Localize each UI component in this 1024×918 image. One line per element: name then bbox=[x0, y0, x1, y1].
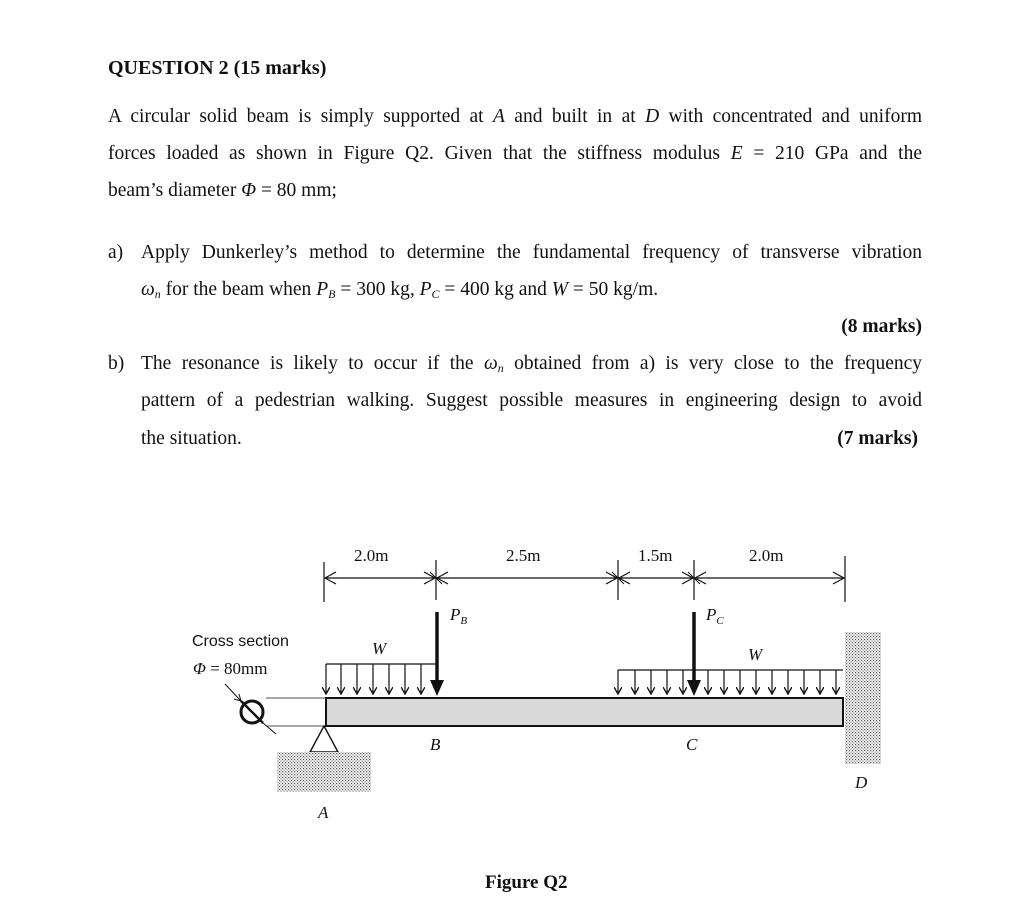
dim-label-bc1: 2.5m bbox=[506, 546, 541, 565]
point-load-pc bbox=[687, 612, 701, 696]
label-d: D bbox=[855, 773, 868, 792]
part-a-letter: a) bbox=[108, 242, 124, 263]
cross-section-label: Cross section bbox=[192, 633, 289, 650]
part-a-line-2: $\omega_n$ for the beam when $P_B = 300$ kg, $P_C = 400$ kg and W = 50 kg/m. bbox=[141, 279, 659, 301]
question-title: QUESTION 2 (15 marks) bbox=[108, 57, 327, 79]
udl-right bbox=[618, 670, 843, 694]
dim-label-bc2: 1.5m bbox=[638, 546, 673, 565]
dim-label-cd: 2.0m bbox=[749, 546, 784, 565]
part-a-line-1: Apply Dunkerley’s method to determine the fundamental frequency of transverse vibration bbox=[141, 242, 922, 263]
part-b-line-3: the situation. bbox=[141, 428, 242, 449]
udl-left bbox=[326, 664, 437, 694]
intro-line-2: forces loaded as shown in Figure Q2. Given that the stiffness modulus E = 210 GPa and the bbox=[108, 143, 922, 164]
label-a: A bbox=[318, 803, 329, 822]
pin-support-a bbox=[277, 726, 371, 792]
pb-label: $P_B$ bbox=[450, 605, 468, 627]
label-c: C bbox=[686, 735, 698, 754]
figure-caption: Figure Q2 bbox=[485, 872, 568, 893]
part-b-marks: (7 marks) bbox=[837, 428, 918, 449]
part-b-letter: b) bbox=[108, 353, 125, 374]
part-b-line-1: The resonance is likely to occur if the $\omega_n$ obtained from a) is very close to the frequency bbox=[141, 353, 922, 375]
intro-line-1: A circular solid beam is simply supported at A and built in at D with concentrated and uniform bbox=[108, 106, 923, 127]
intro-line-3: beam’s diameter Φ = 80 mm; bbox=[108, 180, 337, 201]
pc-label: $P_C$ bbox=[706, 605, 724, 627]
fixed-wall-d bbox=[845, 632, 881, 764]
udl-right-label: W bbox=[748, 645, 763, 664]
dim-label-ab: 2.0m bbox=[354, 546, 389, 565]
part-b-line-2: pattern of a pedestrian walking. Suggest possible measures in engineering design to avoid bbox=[141, 390, 922, 411]
point-load-pb bbox=[430, 612, 444, 696]
cross-section-diameter: Φ = 80mm bbox=[193, 659, 268, 678]
cross-section-icon bbox=[225, 684, 326, 734]
beam bbox=[326, 698, 843, 726]
udl-left-label: W bbox=[372, 639, 387, 658]
label-b: B bbox=[430, 735, 441, 754]
part-a-marks: (8 marks) bbox=[841, 316, 922, 337]
